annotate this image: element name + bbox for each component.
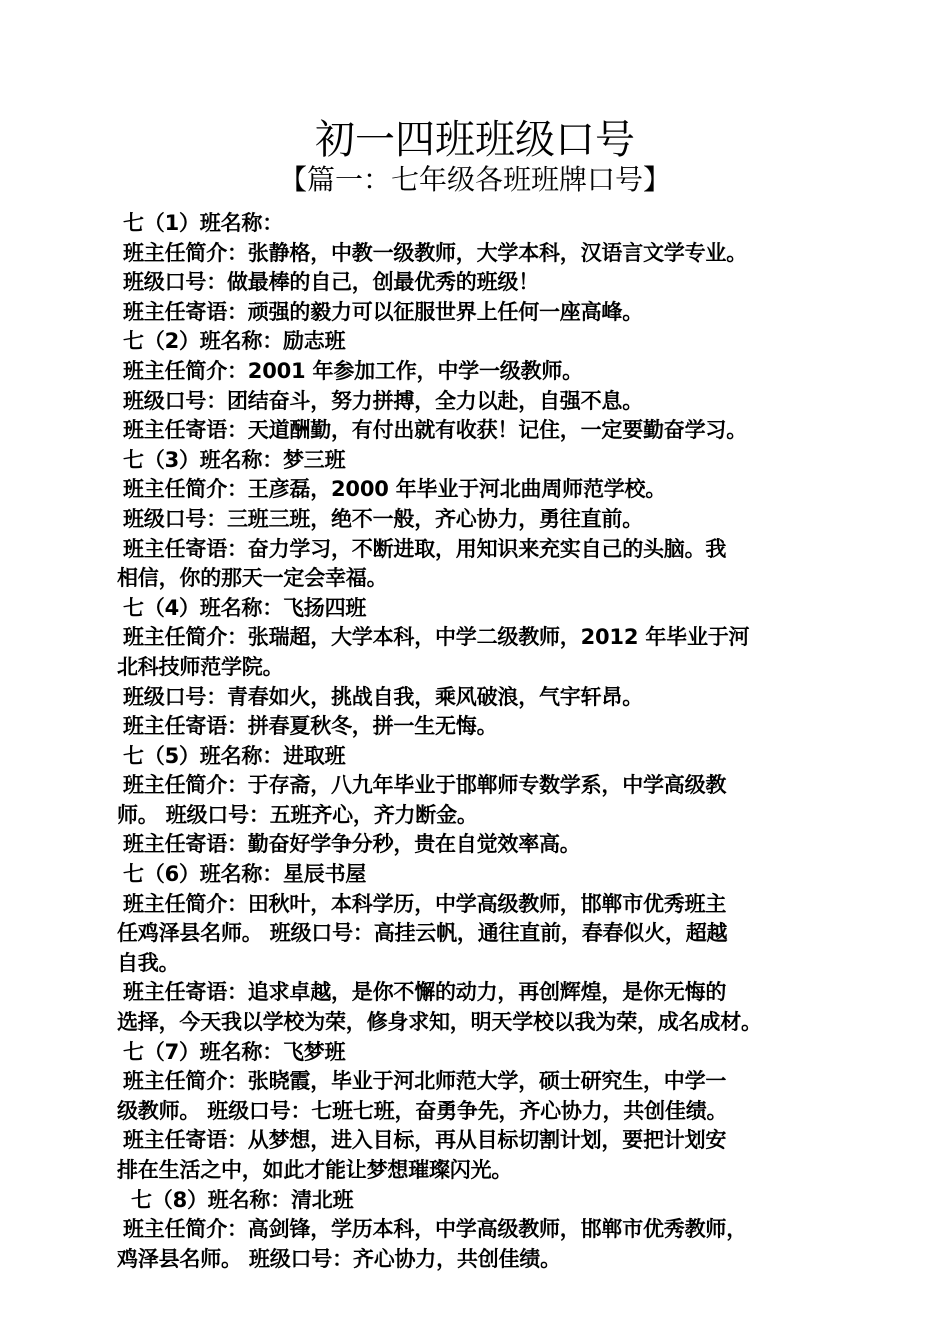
text-line: 七（4）班名称：飞扬四班 [123, 595, 367, 620]
text-line: 班主任寄语：顽强的毅力可以征服世界上任何一座高峰。 [123, 299, 643, 324]
document-title: 初一四班班级口号 [315, 117, 635, 163]
text-line: 班级口号：团结奋斗，努力拼搏，全力以赴，自强不息。 [123, 388, 643, 413]
text-line: 师。 班级口号：五班齐心，齐力断金。 [117, 802, 478, 827]
document-subtitle: 【篇一：七年级各班班牌口号】 [278, 163, 671, 196]
text-line: 班主任简介：张静格，中教一级教师，大学本科，汉语言文学专业。 [123, 240, 747, 265]
text-line: 七（7）班名称：飞梦班 [123, 1039, 346, 1064]
text-line: 班主任简介：张瑞超，大学本科，中学二级教师，2012 年毕业于河 [123, 625, 750, 650]
text-line: 级教师。 班级口号：七班七班，奋勇争先，齐心协力，共创佳绩。 [117, 1098, 728, 1123]
document-body [117, 209, 837, 1274]
text-line: 七（8）班名称：清北班 [131, 1187, 354, 1212]
text-line: 排在生活之中，如此才能让梦想璀璨闪光。 [117, 1158, 513, 1182]
text-line: 班主任寄语：勤奋好学争分秒，贵在自觉效率高。 [123, 832, 581, 857]
text-line: 七（3）班名称：梦三班 [123, 447, 346, 472]
text-line: 班主任简介：2001 年参加工作，中学一级教师。 [123, 358, 583, 383]
text-line: 班主任简介：于存斋，八九年毕业于邯郸师专数学系，中学高级教 [123, 773, 727, 798]
text-line: 班主任寄语：拼春夏秋冬，拼一生无悔。 [123, 714, 498, 739]
text-line: 七（5）班名称：进取班 [123, 743, 346, 768]
text-line: 鸡泽县名师。 班级口号：齐心协力，共创佳绩。 [117, 1246, 561, 1271]
text-line: 班级口号：做最棒的自己，创最优秀的班级！ [123, 270, 539, 295]
text-line: 班主任寄语：从梦想，进入目标，再从目标切割计划，要把计划安 [123, 1128, 727, 1153]
text-line: 班级口号：青春如火，挑战自我，乘风破浪，气宇轩昂。 [123, 684, 643, 709]
text-line: 班主任寄语：天道酬勤，有付出就有收获！记住，一定要勤奋学习。 [123, 418, 747, 443]
text-line: 自我。 [117, 950, 180, 975]
text-line: 班主任简介：王彦磊，2000 年毕业于河北曲周师范学校。 [123, 477, 667, 502]
text-line: 班主任简介：高剑锋，学历本科，中学高级教师，邯郸市优秀教师， [123, 1217, 747, 1242]
text-line: 班主任简介：张晓霞，毕业于河北师范大学，硕士研究生，中学一 [123, 1069, 727, 1094]
text-line: 班主任寄语：奋力学习，不断进取，用知识来充实自己的头脑。我 [123, 536, 727, 561]
text-line: 选择，今天我以学校为荣，修身求知，明天学校以我为荣，成名成材。 [117, 1010, 762, 1035]
text-line: 班主任简介：田秋叶，本科学历，中学高级教师，邯郸市优秀班主 [123, 891, 727, 916]
text-line: 七（1）班名称： [123, 211, 284, 235]
text-line: 班主任寄语：追求卓越，是你不懈的动力，再创辉煌，是你无悔的 [123, 980, 727, 1005]
text-line: 七（2）班名称：励志班 [123, 329, 346, 354]
text-line: 七（6）班名称：星辰书屋 [123, 862, 367, 887]
text-line: 任鸡泽县名师。 班级口号：高挂云帆，通往直前，春春似火，超越 [117, 921, 728, 946]
text-line: 班级口号：三班三班，绝不一般，齐心协力，勇往直前。 [123, 506, 643, 531]
text-line: 相信，你的那天一定会幸福。 [117, 566, 388, 591]
text-line: 北科技师范学院。 [117, 654, 284, 679]
